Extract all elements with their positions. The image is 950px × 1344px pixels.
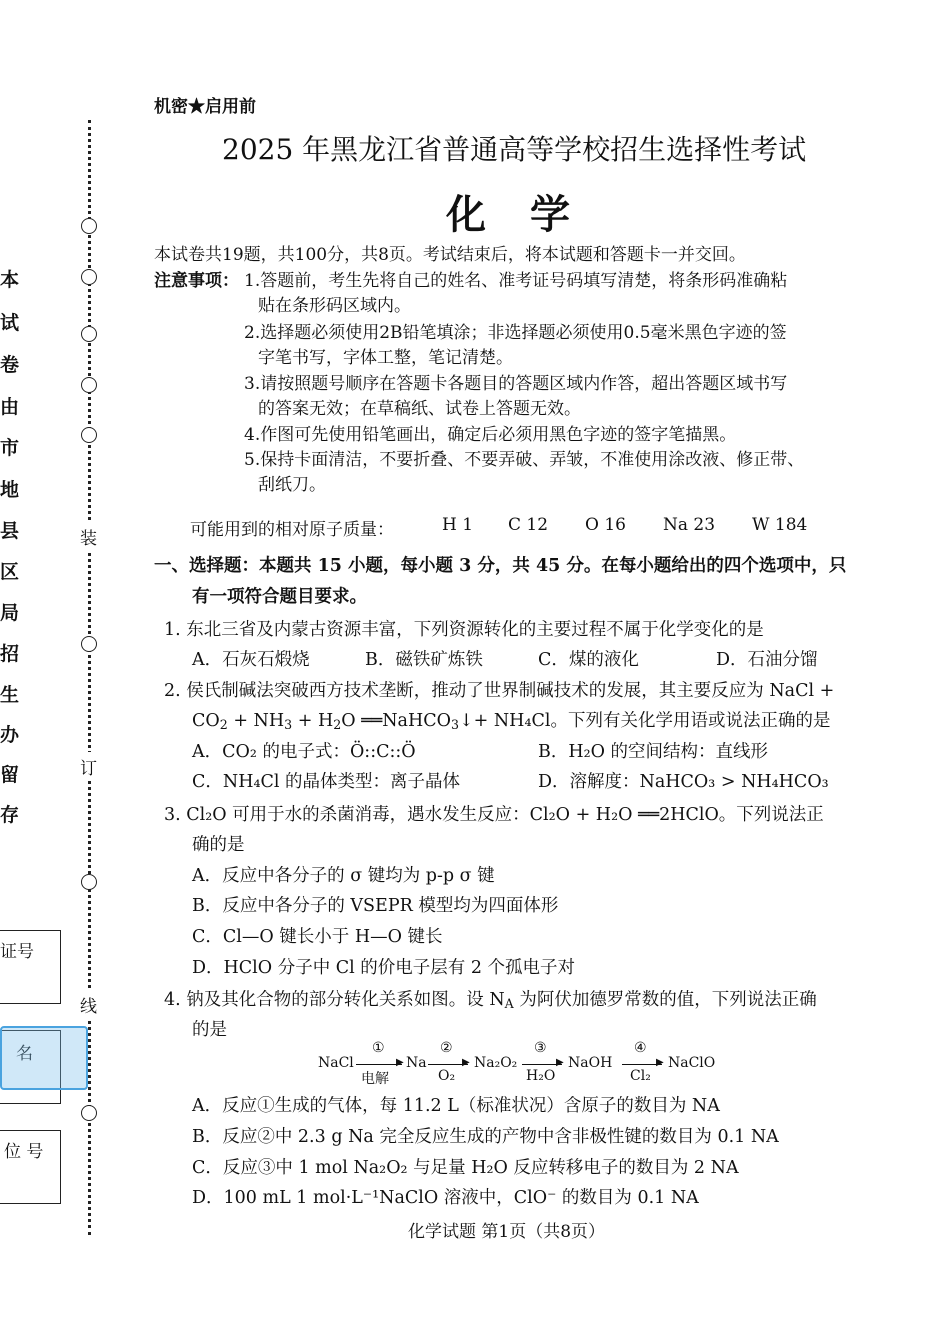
q1-option-d: D．石油分馏 xyxy=(716,650,818,670)
notes-line: 1.答题前，考生先将自己的姓名、准考证号码填写清楚，将条形码准确粘 xyxy=(244,271,788,291)
margin-vertical-char: 招 xyxy=(0,643,20,665)
arrow-head: ▶ xyxy=(556,1057,564,1068)
scheme-step: ① xyxy=(372,1040,385,1056)
question-4-stem-cont: 的是 xyxy=(192,1020,227,1040)
q2-sub: 3 xyxy=(284,717,293,733)
q2-option-b: B．H₂O 的空间结构：直线形 xyxy=(538,742,769,762)
q4-text: 为阿伏加德罗常数的值，下列说法正确 xyxy=(513,990,817,1010)
section-heading: 一、选择题：本题共 15 小题，每小题 3 分，共 45 分。在每小题给出的四个选项中，只 xyxy=(154,556,847,576)
scheme-step: ② xyxy=(440,1040,453,1056)
q3-option-c: C．Cl—O 键长小于 H—O 键长 xyxy=(192,927,443,947)
notes-line: 字笔书写，字体工整，笔记清楚。 xyxy=(258,348,513,368)
q2-text: + NH xyxy=(227,711,285,731)
q4-text: 4. 钠及其化合物的部分转化关系如图。设 N xyxy=(164,990,505,1010)
binding-hole xyxy=(81,377,97,393)
margin-vertical-char: 办 xyxy=(0,724,20,746)
intro-text: 本试卷共19题，共100分，共8页。考试结束后，将本试题和答题卡一并交回。 xyxy=(154,245,746,265)
binding-hole xyxy=(81,427,97,443)
notes-line: 5.保持卡面清洁，不要折叠、不要弄破、弄皱，不准使用涂改液、修正带、 xyxy=(244,450,805,470)
section-heading-cont: 有一项符合题目要求。 xyxy=(192,587,367,607)
arrow-head: ▶ xyxy=(462,1057,470,1068)
margin-vertical-char: 卷 xyxy=(0,354,20,376)
margin-vertical-char: 生 xyxy=(0,684,20,706)
q4-sub: A xyxy=(504,996,514,1012)
binding-hole xyxy=(81,874,97,890)
binding-label-xian: 线 xyxy=(80,990,97,1019)
scheme-species: Na₂O₂ xyxy=(474,1055,518,1071)
atomic-mass-item: Na 23 xyxy=(663,515,716,535)
q3-option-b: B．反应中各分子的 VSEPR 模型均为四面体形 xyxy=(192,896,559,916)
q2-text: CO xyxy=(192,711,220,731)
arrow-head: ▶ xyxy=(656,1057,664,1068)
scheme-species: NaOH xyxy=(568,1055,613,1071)
q1-option-b: B．磁铁矿炼铁 xyxy=(365,650,483,670)
question-1-stem: 1. 东北三省及内蒙古资源丰富，下列资源转化的主要过程不属于化学变化的是 xyxy=(164,620,764,640)
seat-number-label: 位 号 xyxy=(4,1142,44,1162)
scheme-species: NaCl xyxy=(318,1055,354,1071)
margin-vertical-char: 留 xyxy=(0,764,20,786)
margin-vertical-char: 存 xyxy=(0,804,20,826)
q3-option-d: D．HClO 分子中 Cl 的价电子层有 2 个孤电子对 xyxy=(192,958,576,978)
question-4-stem xyxy=(164,986,817,1011)
scheme-step: ③ xyxy=(534,1040,547,1056)
q4-option-b: B．反应②中 2.3 g Na 完全反应生成的产物中含非极性键的数目为 0.1 NA xyxy=(192,1127,779,1147)
atomic-mass-item: C 12 xyxy=(508,515,549,535)
margin-vertical-char: 本 xyxy=(0,269,20,291)
question-3-stem-cont: 确的是 xyxy=(192,835,245,855)
scheme-species: Na xyxy=(406,1055,427,1071)
margin-vertical-char: 县 xyxy=(0,520,20,542)
id-number-label: 证号 xyxy=(0,942,34,962)
notes-label: 注意事项： xyxy=(154,271,239,291)
q4-option-c: C．反应③中 1 mol Na₂O₂ 与足量 H₂O 反应转移电子的数目为 2 NA xyxy=(192,1158,739,1178)
question-2-stem: 2. 侯氏制碱法突破西方技术垄断，推动了世界制碱技术的发展，其主要反应为 NaCl + xyxy=(164,681,835,701)
q2-sub: 2 xyxy=(333,717,342,733)
binding-hole xyxy=(81,1105,97,1121)
q2-option-d: D．溶解度：NaHCO₃ > NH₄HCO₃ xyxy=(538,772,829,792)
name-label: 名 xyxy=(16,1044,33,1064)
atomic-mass-item: H 1 xyxy=(442,515,474,535)
subject-title: 化 学 xyxy=(446,191,572,238)
atomic-mass-item: O 16 xyxy=(585,515,626,535)
notes-line: 贴在条形码区域内。 xyxy=(258,296,411,316)
margin-vertical-char: 由 xyxy=(0,396,20,418)
notes-line: 4.作图可先使用铅笔画出，确定后必须用黑色字迹的签字笔描黑。 xyxy=(244,425,737,445)
binding-hole xyxy=(81,326,97,342)
notes-line: 的答案无效；在草稿纸、试卷上答题无效。 xyxy=(258,399,581,419)
margin-vertical-char: 地 xyxy=(0,479,20,501)
q2-sub: 2 xyxy=(219,717,228,733)
q1-option-c: C．煤的液化 xyxy=(538,650,639,670)
binding-hole xyxy=(81,218,97,234)
atomic-mass-label: 可能用到的相对原子质量： xyxy=(190,520,394,540)
q2-text: O ══NaHCO xyxy=(341,711,451,731)
scheme-species: NaClO xyxy=(668,1055,716,1071)
page-footer: 化学试题 第1页（共8页） xyxy=(408,1222,606,1242)
scheme-condition: H₂O xyxy=(526,1068,556,1084)
id-number-box[interactable] xyxy=(0,930,61,1004)
q2-text: + H xyxy=(292,711,334,731)
q2-option-a: A．CO₂ 的电子式：Ö::C::Ö xyxy=(192,742,416,762)
q2-option-c: C．NH₄Cl 的晶体类型：离子晶体 xyxy=(192,772,461,792)
q3-option-a: A．反应中各分子的 σ 键均为 p-p σ 键 xyxy=(192,866,495,886)
atomic-mass-item: W 184 xyxy=(752,515,808,535)
q4-option-a: A．反应①生成的气体，每 11.2 L（标准状况）含原子的数目为 NA xyxy=(192,1096,720,1116)
margin-vertical-char: 市 xyxy=(0,437,20,459)
scheme-step: ④ xyxy=(634,1040,647,1056)
q2-text: ↓+ NH₄Cl。下列有关化学用语或说法正确的是 xyxy=(458,711,831,731)
binding-hole xyxy=(81,636,97,652)
binding-label-zhuang: 装 xyxy=(80,522,97,551)
binding-dotted-line xyxy=(88,120,91,1235)
margin-vertical-char: 局 xyxy=(0,602,20,624)
notes-line: 刮纸刀。 xyxy=(258,475,326,495)
notes-line: 2.选择题必须使用2B铅笔填涂；非选择题必须使用0.5毫米黑色字迹的签 xyxy=(244,323,787,343)
margin-vertical-char: 区 xyxy=(0,561,20,583)
barcode-sticker xyxy=(0,1026,88,1090)
reaction-scheme xyxy=(318,1040,738,1090)
question-2-stem-cont xyxy=(192,707,830,732)
exam-title: 2025 年黑龙江省普通高等学校招生选择性考试 xyxy=(222,133,807,166)
arrow-head: ▶ xyxy=(396,1057,404,1068)
q1-option-a: A．石灰石煅烧 xyxy=(192,650,310,670)
notes-line: 3.请按照题号顺序在答题卡各题目的答题区域内作答，超出答题区域书写 xyxy=(244,374,788,394)
confidential-mark: 机密★启用前 xyxy=(154,97,256,117)
q2-sub: 3 xyxy=(450,717,459,733)
scheme-condition: O₂ xyxy=(438,1068,456,1084)
question-3-stem: 3. Cl₂O 可用于水的杀菌消毒，遇水发生反应：Cl₂O + H₂O ══2HClO。下列说法正 xyxy=(164,805,824,825)
q4-option-d: D．100 mL 1 mol·L⁻¹NaClO 溶液中，ClO⁻ 的数目为 0.1 NA xyxy=(192,1188,699,1208)
binding-label-ding: 订 xyxy=(80,752,97,781)
scheme-condition: Cl₂ xyxy=(630,1068,651,1084)
margin-vertical-char: 试 xyxy=(0,312,20,334)
seat-number-box[interactable] xyxy=(0,1130,61,1204)
binding-hole xyxy=(81,269,97,285)
scheme-condition: 电解 xyxy=(361,1071,389,1087)
